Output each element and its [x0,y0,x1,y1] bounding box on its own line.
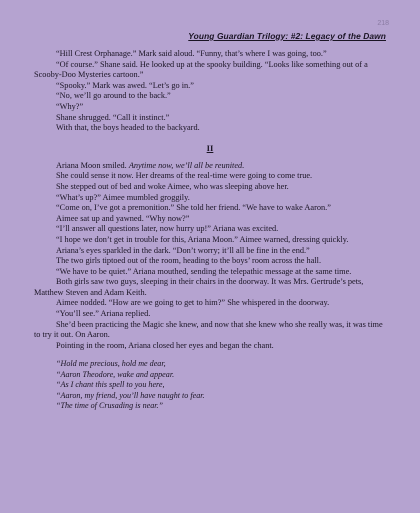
paragraph: She could sense it now. Her dreams of the real-time were going to come true. [56,171,313,181]
paragraph: With that, the boys headed to the backyard. [56,123,200,133]
paragraph: She’d been practicing the Magic she knew, and now that she knew who she really was, it was time to try it out. On Aaron. [34,319,383,340]
paragraph: Aimee nodded. “How are we going to get to him?” She whispered in the doorway. [56,298,330,308]
paragraph: Shane shrugged. “Call it instinct.” [56,112,170,122]
body-text-section-2 [34,161,386,352]
opening-thought: Anytime now, we’ll all be reunited. [128,160,245,170]
paragraph: “I hope we don’t get in trouble for this, Ariana Moon.” Aimee warned, dressing quickly. [56,234,349,244]
paragraph: “Spooky.” Mark was awed. “Let’s go in.” [56,80,194,90]
chant-line: “Aaron, my friend, you’ll have naught to fear. [56,390,205,400]
paragraph: “Hill Crest Orphanage.” Mark said aloud. “Funny, that’s where I was going, too.” [56,49,327,58]
paragraph: “Come on, I’ve got a premonition.” She told her friend. “We have to wake Aaron.” [56,203,331,213]
chant-line: “As I chant this spell to you here, [56,380,165,390]
body-text-section-1 [34,49,386,134]
chant-line: “The time of Crusading is near.” [56,401,164,411]
paragraph: Ariana’s eyes sparkled in the dark. “Don’t worry; it’ll all be fine in the end.” [56,245,310,255]
chant-line: “Aaron Theodore, wake and appear. [56,369,175,379]
chant-line: “Hold me precious, hold me dear, [56,359,166,369]
section-break: II [206,142,214,153]
opening-lead: Ariana Moon smiled. [56,160,129,170]
paragraph: Both girls saw two guys, sleeping in their chairs in the doorway. It was Mrs. Gertrude’s pets, Matthew Steven and Adam Keith. [34,277,364,297]
paragraph: “We have to be quiet.” Ariana mouthed, sending the telepathic message at the same time. [56,266,352,276]
paragraph: “You’ll see.” Ariana replied. [56,309,151,319]
paragraph: “No, we’ll go around to the back.” [56,91,171,101]
paragraph: “Of course.” Shane said. He looked up at the spooky building. “Looks like something out of a Scooby-Doo Mysteries cartoon.” [34,59,368,80]
page-number: 218 [377,20,389,27]
paragraph-opening [34,161,386,172]
paragraph: Pointing in the room, Ariana closed her eyes and began the chant. [56,340,274,350]
chant-verse [34,359,386,411]
paragraph: The two girls tiptoed out of the room, heading to the boys’ room across the hall. [56,256,322,266]
paragraph: Aimee sat up and yawned. “Why now?” [56,213,190,223]
running-header: Young Guardian Trilogy: #2: Legacy of the Dawn [188,31,386,41]
paragraph: “What’s up?” Aimee mumbled groggily. [56,192,190,202]
paragraph: “Why?” [56,101,84,111]
paragraph: She stepped out of bed and woke Aimee, who was sleeping above her. [56,181,289,191]
paragraph: “I’ll answer all questions later, now hurry up!” Ariana was excited. [56,224,279,234]
